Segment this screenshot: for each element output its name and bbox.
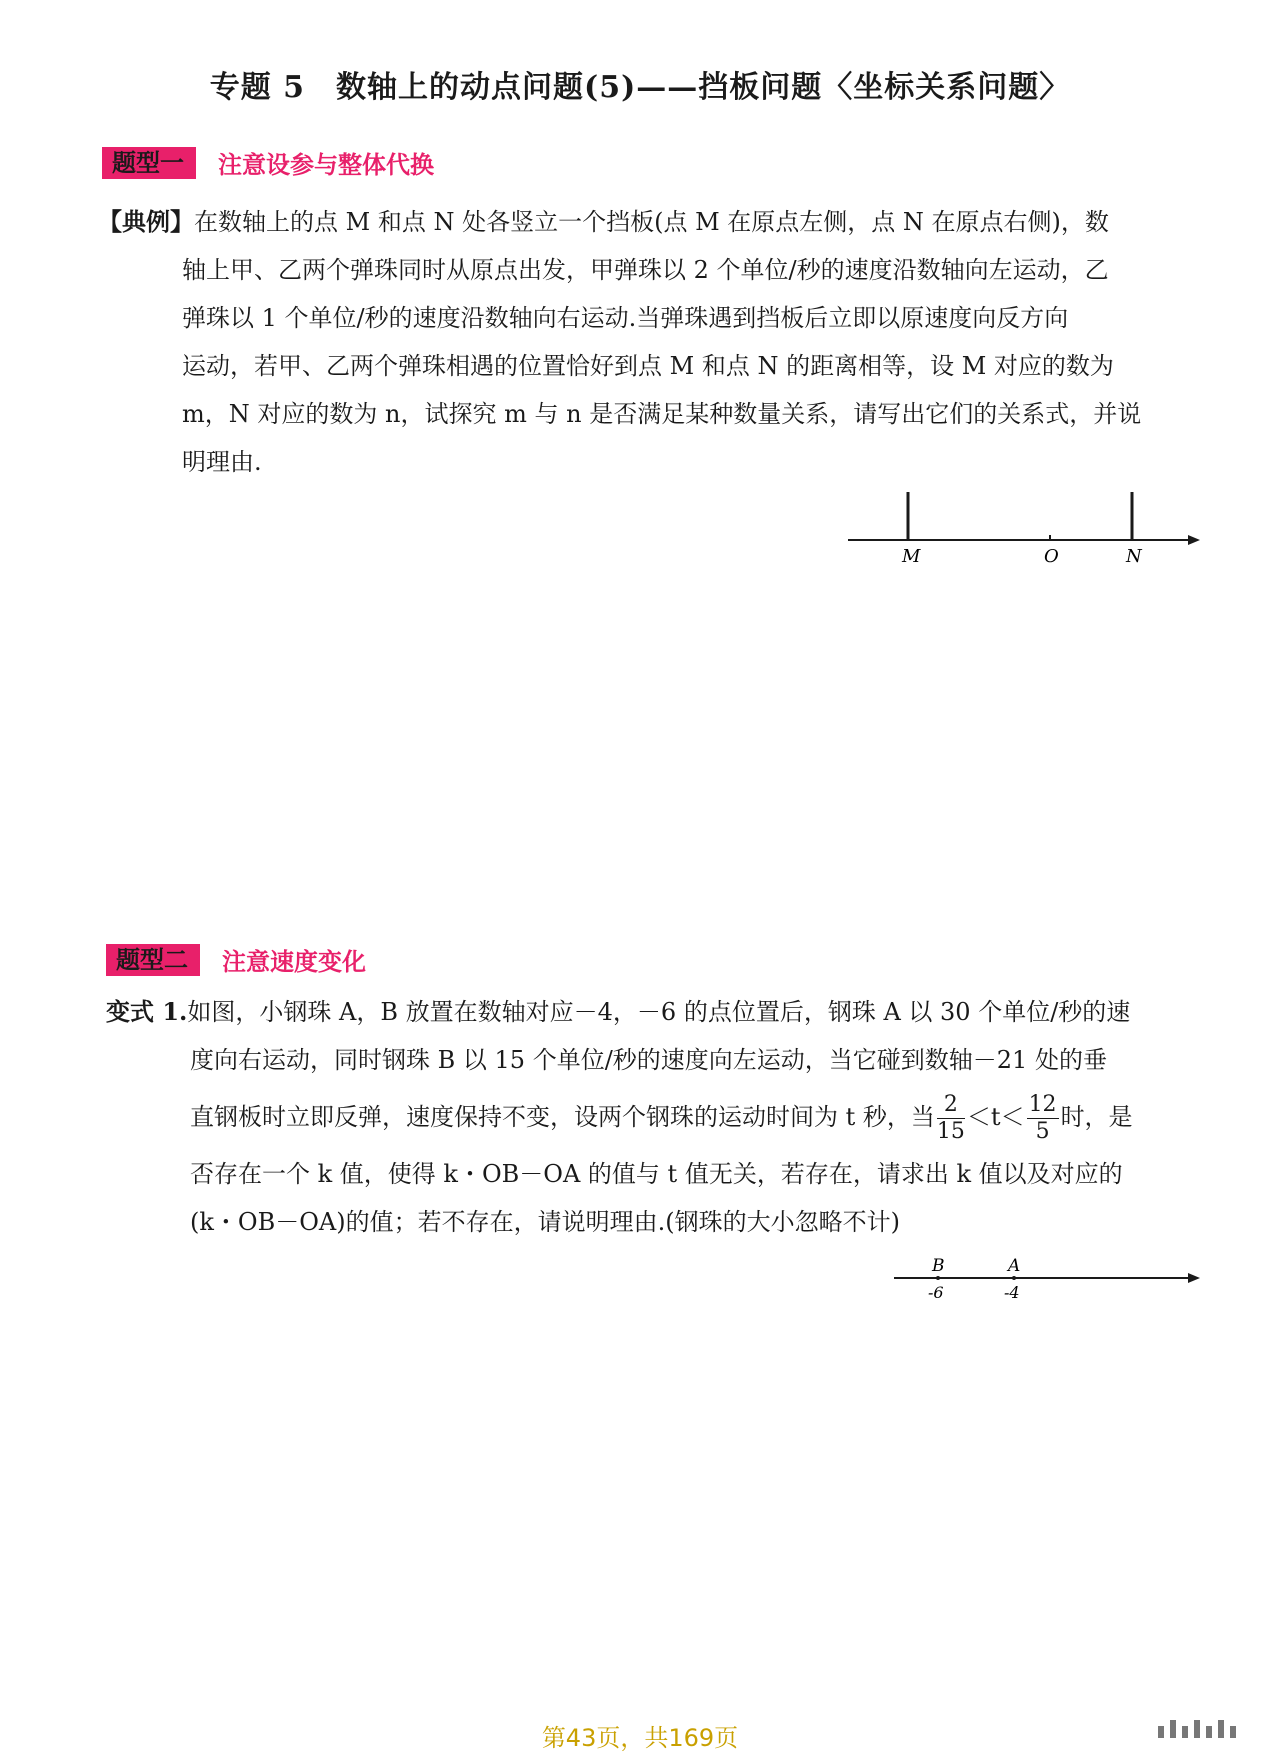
example-label: 【典例】: [98, 207, 194, 236]
example-line-1: 在数轴上的点 M 和点 N 处各竖立一个挡板(点 M 在原点左侧，点 N 在原点右侧)，数: [194, 208, 1109, 236]
fraction-1-denominator: 15: [936, 1119, 965, 1144]
example-line-4: 运动，若甲、乙两个弹珠相遇的位置恰好到点 M 和点 N 的距离相等，设 M 对应的数为: [182, 352, 1114, 380]
point-a: [1012, 1276, 1016, 1280]
variant-line-5: (k・OB－OA)的值；若不存在，请说明理由.(钢珠的大小忽略不计): [190, 1208, 900, 1236]
fraction-2-numerator: 12: [1028, 1092, 1057, 1117]
section-1-badge: 题型一: [102, 147, 196, 179]
tick-minus-6: -6: [928, 1283, 944, 1302]
variant-line-2: 度向右运动，同时钢珠 B 以 15 个单位/秒的速度向左运动，当它碰到数轴－21 处的垂: [190, 1046, 1107, 1074]
variant-problem: [106, 988, 1206, 1246]
example-line-5: m，N 对应的数为 n，试探究 m 与 n 是否满足某种数量关系，请写出它们的关系式，并说: [182, 400, 1142, 428]
fraction-upper-bound: [1027, 1092, 1059, 1145]
variant-line-3-post: 时，是: [1060, 1103, 1133, 1131]
variant-line-3-mid: ＜t＜: [966, 1103, 1025, 1131]
example-problem: [98, 198, 1208, 486]
section-2-title: 注意速度变化: [222, 948, 366, 976]
fraction-2-denominator: 5: [1035, 1119, 1050, 1144]
example-line-6: 明理由.: [182, 448, 262, 476]
number-line-ab: [890, 1256, 1210, 1308]
section-1-header: [102, 145, 434, 180]
page-footer: 第43页，共169页: [541, 1724, 739, 1752]
page-title: 专题 5 数轴上的动点问题(5)——挡板问题〈坐标关系问题〉: [209, 70, 1071, 105]
axis-arrow: [1188, 535, 1200, 545]
variant-label: 变式 1.: [106, 997, 188, 1026]
fraction-lower-bound: [937, 1092, 965, 1145]
label-o: O: [1044, 546, 1059, 564]
label-a: A: [1008, 1256, 1021, 1276]
variant-line-3: [106, 1084, 1206, 1150]
example-line-2: 轴上甲、乙两个弹珠同时从原点出发，甲弹珠以 2 个单位/秒的速度沿数轴向左运动，乙: [182, 256, 1109, 284]
fraction-1-numerator: 2: [937, 1092, 965, 1119]
tick-minus-4: -4: [1004, 1283, 1020, 1302]
watermark-icon: [1158, 1720, 1236, 1738]
point-b: [936, 1276, 940, 1280]
axis-arrow-2: [1188, 1273, 1200, 1283]
section-1-title: 注意设参与整体代换: [218, 151, 434, 179]
variant-line-4: 否存在一个 k 值，使得 k・OB－OA 的值与 t 值无关，若存在，请求出 k 值以及对应的: [190, 1160, 1123, 1188]
label-m: M: [902, 546, 921, 564]
number-line-mn: [840, 484, 1210, 564]
section-2-badge: 题型二: [106, 944, 200, 976]
example-line-3: 弹珠以 1 个单位/秒的速度沿数轴向右运动.当弹珠遇到挡板后立即以原速度向反方向: [182, 304, 1069, 332]
variant-line-1: 如图，小钢珠 A，B 放置在数轴对应－4，－6 的点位置后，钢珠 A 以 30 个单位/秒的速: [187, 998, 1131, 1026]
variant-line-3-pre: 直钢板时立即反弹，速度保持不变，设两个钢珠的运动时间为 t 秒，当: [190, 1103, 935, 1131]
section-2-header: [106, 942, 366, 977]
label-n: N: [1126, 546, 1142, 564]
label-b: B: [932, 1256, 945, 1276]
